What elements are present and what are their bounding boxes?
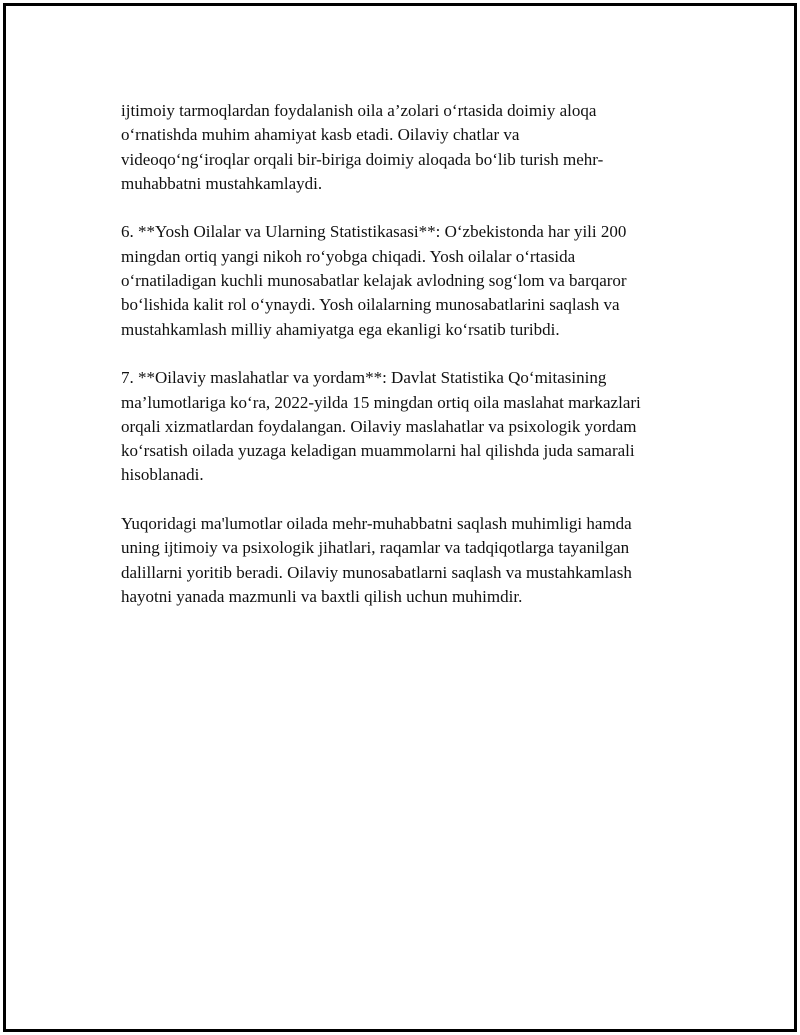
paragraph-social-media: ijtimoiy tarmoqlardan foydalanish oila a’zolari o‘rtasida doimiy aloqa o‘rnatishda muhim ahamiyat kasb etadi. Oilaviy chatlar va videoqo‘ng‘iroqlar orqali bir-biriga doimiy aloqada bo‘lib turish mehr- muhabbatni mustahkamlaydi. xyxy=(121,101,604,193)
paragraph-conclusion: Yuqoridagi ma'lumotlar oilada mehr-muhabbatni saqlash muhimligi hamda uning ijtimoiy va psixologik jihatlari, raqamlar va tadqiqotlarga tayanilgan dalillarni yoritib beradi. Oilaviy munosabatlarni saqlash va mustahkamlash hayotni yanada mazmunli va baxtli qilish uchun muhimdir. xyxy=(121,514,632,606)
paragraph-family-counseling: 7. **Oilaviy maslahatlar va yordam**: Davlat Statistika Qo‘mitasining ma’lumotlariga ko‘ra, 2022-yilda 15 mingdan ortiq oila maslahat markazlari orqali xizmatlardan foydalangan. Oilaviy maslahatlar va psixologik yordam ko‘rsatish oilada yuzaga keladigan muammolarni hal qilishda juda samarali hisoblanadi. xyxy=(121,368,641,485)
document-body xyxy=(121,99,711,634)
page-frame xyxy=(3,3,797,1032)
paragraph-young-families: 6. **Yosh Oilalar va Ularning Statistikasasi**: O‘zbekistonda har yili 200 mingdan ortiq yangi nikoh ro‘yobga chiqadi. Yosh oilalar o‘rtasida o‘rnatiladigan kuchli munosabatlar kelajak avlodning sog‘lom va barqaror bo‘lishida kalit rol o‘ynaydi. Yosh oilalarning munosabatlarini saqlash va mustahkamlash milliy ahamiyatga ega ekanligi ko‘rsatib turibdi. xyxy=(121,222,627,339)
